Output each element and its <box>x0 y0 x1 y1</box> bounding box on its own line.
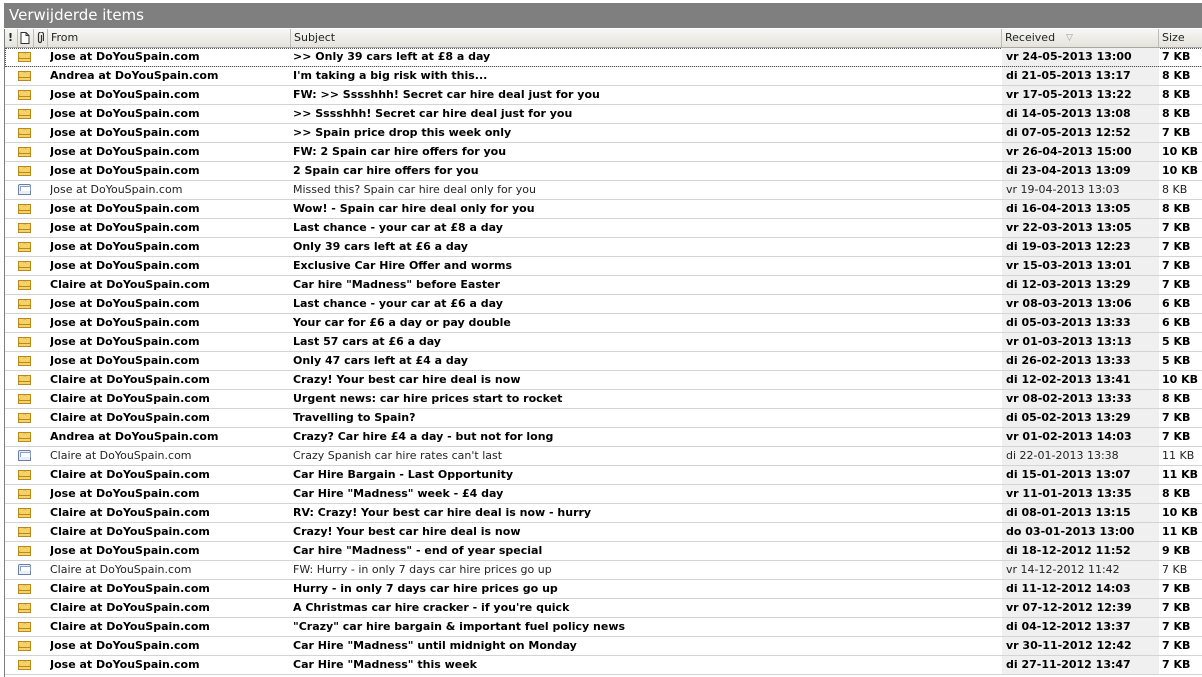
subject-cell: Only 47 cars left at £4 a day <box>293 354 468 367</box>
size-cell: 7 KB <box>1162 50 1191 63</box>
subject-cell: Only 39 cars left at £6 a day <box>293 240 468 253</box>
size-cell: 5 KB <box>1162 354 1191 367</box>
received-cell: di 26-02-2013 13:33 <box>1002 352 1159 370</box>
unread-envelope-icon <box>18 622 31 632</box>
unread-envelope-icon <box>18 356 31 366</box>
read-envelope-icon <box>18 450 31 461</box>
unread-envelope-icon <box>18 508 31 518</box>
message-row[interactable] <box>5 504 1202 523</box>
message-row[interactable] <box>5 200 1202 219</box>
unread-envelope-icon <box>18 432 31 442</box>
subject-cell: A Christmas car hire cracker - if you're quick <box>293 601 570 614</box>
received-cell: di 05-03-2013 13:33 <box>1002 314 1159 332</box>
size-cell: 7 KB <box>1162 278 1191 291</box>
received-cell: do 03-01-2013 13:00 <box>1002 523 1159 541</box>
from-cell: Claire at DoYouSpain.com <box>50 525 210 538</box>
from-cell: Claire at DoYouSpain.com <box>50 468 210 481</box>
from-cell: Jose at DoYouSpain.com <box>50 202 200 215</box>
size-cell: 11 KB <box>1162 525 1199 538</box>
subject-cell: Your car for £6 a day or pay double <box>293 316 511 329</box>
unread-envelope-icon <box>18 527 31 537</box>
received-cell: di 11-12-2012 14:03 <box>1002 580 1159 598</box>
subject-cell: Exclusive Car Hire Offer and worms <box>293 259 513 272</box>
message-row[interactable] <box>5 238 1202 257</box>
from-cell: Jose at DoYouSpain.com <box>50 221 200 234</box>
message-row[interactable] <box>5 523 1202 542</box>
from-cell: Jose at DoYouSpain.com <box>50 487 200 500</box>
received-cell: di 14-05-2013 13:08 <box>1002 105 1159 123</box>
subject-cell: >> Only 39 cars left at £8 a day <box>293 50 491 63</box>
received-cell: vr 01-02-2013 14:03 <box>1002 428 1159 446</box>
message-row[interactable] <box>5 409 1202 428</box>
message-row[interactable] <box>5 124 1202 143</box>
subject-cell: Crazy! Your best car hire deal is now <box>293 525 521 538</box>
from-cell: Andrea at DoYouSpain.com <box>50 69 219 82</box>
message-row[interactable] <box>5 371 1202 390</box>
size-cell: 8 KB <box>1162 202 1191 215</box>
from-cell: Jose at DoYouSpain.com <box>50 126 200 139</box>
size-cell: 7 KB <box>1162 620 1191 633</box>
received-cell: di 12-02-2013 13:41 <box>1002 371 1159 389</box>
message-row[interactable] <box>5 390 1202 409</box>
subject-cell: FW: Hurry - in only 7 days car hire prices go up <box>293 563 552 576</box>
unread-envelope-icon <box>18 299 31 309</box>
subject-cell: Last chance - your car at £6 a day <box>293 297 503 310</box>
size-cell: 9 KB <box>1162 544 1191 557</box>
subject-cell: FW: >> Sssshhh! Secret car hire deal just for you <box>293 88 600 101</box>
subject-cell: Car hire "Madness" - end of year special <box>293 544 543 557</box>
from-cell: Claire at DoYouSpain.com <box>50 278 210 291</box>
message-row[interactable] <box>5 485 1202 504</box>
unread-envelope-icon <box>18 52 31 62</box>
from-cell: Claire at DoYouSpain.com <box>50 563 192 576</box>
received-cell: di 15-01-2013 13:07 <box>1002 466 1159 484</box>
from-cell: Claire at DoYouSpain.com <box>50 411 210 424</box>
size-cell: 8 KB <box>1162 88 1191 101</box>
unread-envelope-icon <box>18 90 31 100</box>
unread-envelope-icon <box>18 242 31 252</box>
received-cell: vr 08-02-2013 13:33 <box>1002 390 1159 408</box>
size-column-header[interactable]: Size <box>1162 31 1185 44</box>
message-list[interactable] <box>4 29 1202 677</box>
size-cell: 11 KB <box>1162 468 1199 481</box>
received-cell: vr 24-05-2013 13:00 <box>1002 48 1159 66</box>
from-cell: Claire at DoYouSpain.com <box>50 392 210 405</box>
size-cell: 7 KB <box>1162 259 1191 272</box>
message-row[interactable] <box>5 181 1202 200</box>
subject-cell: RV: Crazy! Your best car hire deal is now - hurry <box>293 506 592 519</box>
subject-cell: >> Sssshhh! Secret car hire deal just for you <box>293 107 573 120</box>
size-cell: 8 KB <box>1162 392 1191 405</box>
subject-cell: 2 Spain car hire offers for you <box>293 164 479 177</box>
subject-cell: Crazy? Car hire £4 a day - but not for long <box>293 430 554 443</box>
subject-cell: Travelling to Spain? <box>293 411 416 424</box>
subject-cell: Car Hire Bargain - Last Opportunity <box>293 468 514 481</box>
message-row[interactable] <box>5 257 1202 276</box>
from-cell: Jose at DoYouSpain.com <box>50 639 200 652</box>
subject-cell: Missed this? Spain car hire deal only for you <box>293 183 536 196</box>
from-cell: Jose at DoYouSpain.com <box>50 335 200 348</box>
folder-title: Verwijderde items <box>4 3 1202 28</box>
received-cell: di 04-12-2012 13:37 <box>1002 618 1159 636</box>
subject-cell: Crazy Spanish car hire rates can't last <box>293 449 503 462</box>
from-cell: Jose at DoYouSpain.com <box>50 544 200 557</box>
subject-cell: FW: 2 Spain car hire offers for you <box>293 145 507 158</box>
size-cell: 7 KB <box>1162 221 1191 234</box>
from-cell: Claire at DoYouSpain.com <box>50 620 210 633</box>
received-cell: di 19-03-2013 12:23 <box>1002 238 1159 256</box>
message-row[interactable] <box>5 86 1202 105</box>
from-cell: Jose at DoYouSpain.com <box>50 50 200 63</box>
unread-envelope-icon <box>18 603 31 613</box>
unread-envelope-icon <box>18 261 31 271</box>
message-row[interactable] <box>5 48 1202 67</box>
sort-descending-icon: ▽ <box>1066 33 1073 43</box>
size-cell: 5 KB <box>1162 335 1191 348</box>
subject-cell: >> Spain price drop this week only <box>293 126 512 139</box>
size-cell: 10 KB <box>1162 506 1199 519</box>
message-row[interactable] <box>5 143 1202 162</box>
size-cell: 7 KB <box>1162 430 1191 443</box>
message-row[interactable] <box>5 447 1202 466</box>
received-cell: di 23-04-2013 13:09 <box>1002 162 1159 180</box>
message-row[interactable] <box>5 637 1202 656</box>
unread-envelope-icon <box>18 375 31 385</box>
subject-cell: Last chance - your car at £8 a day <box>293 221 503 234</box>
message-row[interactable] <box>5 67 1202 86</box>
attachment-column-header[interactable] <box>34 29 48 47</box>
from-cell: Claire at DoYouSpain.com <box>50 373 210 386</box>
received-cell: di 22-01-2013 13:38 <box>1002 447 1159 465</box>
message-row[interactable] <box>5 542 1202 561</box>
column-header-bar <box>5 29 1202 48</box>
from-cell: Jose at DoYouSpain.com <box>50 658 200 671</box>
received-cell: vr 15-03-2013 13:01 <box>1002 257 1159 275</box>
unread-envelope-icon <box>18 147 31 157</box>
from-cell: Jose at DoYouSpain.com <box>50 88 200 101</box>
size-cell: 10 KB <box>1162 164 1199 177</box>
size-cell: 7 KB <box>1162 126 1191 139</box>
size-cell: 8 KB <box>1162 487 1191 500</box>
unread-envelope-icon <box>18 660 31 670</box>
unread-envelope-icon <box>18 546 31 556</box>
size-cell: 7 KB <box>1162 658 1191 671</box>
size-cell: 7 KB <box>1162 582 1191 595</box>
from-cell: Jose at DoYouSpain.com <box>50 297 200 310</box>
unread-envelope-icon <box>18 489 31 499</box>
message-row[interactable] <box>5 314 1202 333</box>
received-cell: vr 30-11-2012 12:42 <box>1002 637 1159 655</box>
unread-envelope-icon <box>18 280 31 290</box>
size-cell: 7 KB <box>1162 601 1191 614</box>
subject-cell: Car Hire "Madness" week - £4 day <box>293 487 504 500</box>
from-column-header[interactable]: From <box>48 29 291 47</box>
unread-envelope-icon <box>18 204 31 214</box>
size-cell: 11 KB <box>1162 449 1195 462</box>
document-icon <box>20 32 30 44</box>
read-envelope-icon <box>18 184 31 195</box>
received-cell: di 27-11-2012 13:47 <box>1002 656 1159 674</box>
message-row[interactable] <box>5 162 1202 181</box>
from-cell: Jose at DoYouSpain.com <box>50 145 200 158</box>
size-cell: 8 KB <box>1162 183 1188 196</box>
received-cell: vr 14-12-2012 11:42 <box>1002 561 1159 579</box>
from-cell: Claire at DoYouSpain.com <box>50 506 210 519</box>
unread-envelope-icon <box>18 413 31 423</box>
size-cell: 8 KB <box>1162 107 1191 120</box>
from-cell: Jose at DoYouSpain.com <box>50 259 200 272</box>
received-cell: vr 17-05-2013 13:22 <box>1002 86 1159 104</box>
unread-envelope-icon <box>18 166 31 176</box>
message-row[interactable] <box>5 618 1202 637</box>
subject-column-header[interactable]: Subject <box>291 29 1002 47</box>
received-cell: vr 26-04-2013 15:00 <box>1002 143 1159 161</box>
subject-cell: Car hire "Madness" before Easter <box>293 278 501 291</box>
message-row[interactable] <box>5 333 1202 352</box>
received-label: Received <box>1005 31 1056 44</box>
received-cell: vr 01-03-2013 13:13 <box>1002 333 1159 351</box>
from-cell: Andrea at DoYouSpain.com <box>50 430 219 443</box>
unread-envelope-icon <box>18 318 31 328</box>
received-cell: vr 19-04-2013 13:03 <box>1002 181 1159 199</box>
from-cell: Jose at DoYouSpain.com <box>50 240 200 253</box>
message-row[interactable] <box>5 656 1202 675</box>
unread-envelope-icon <box>18 641 31 651</box>
message-row[interactable] <box>5 580 1202 599</box>
message-row[interactable] <box>5 352 1202 371</box>
received-cell: vr 22-03-2013 13:05 <box>1002 219 1159 237</box>
paperclip-icon <box>36 32 44 44</box>
subject-cell: I'm taking a big risk with this... <box>293 69 488 82</box>
size-cell: 7 KB <box>1162 240 1191 253</box>
unread-envelope-icon <box>18 337 31 347</box>
unread-envelope-icon <box>18 128 31 138</box>
size-cell: 10 KB <box>1162 373 1199 386</box>
subject-cell: Wow! - Spain car hire deal only for you <box>293 202 535 215</box>
size-cell: 7 KB <box>1162 563 1188 576</box>
message-rows <box>5 48 1202 675</box>
size-cell: 6 KB <box>1162 297 1191 310</box>
subject-cell: Urgent news: car hire prices start to rocket <box>293 392 563 405</box>
unread-envelope-icon <box>18 223 31 233</box>
message-row[interactable] <box>5 219 1202 238</box>
message-row[interactable] <box>5 276 1202 295</box>
message-row[interactable] <box>5 466 1202 485</box>
size-cell: 10 KB <box>1162 145 1199 158</box>
received-cell: di 12-03-2013 13:29 <box>1002 276 1159 294</box>
received-cell: di 08-01-2013 13:15 <box>1002 504 1159 522</box>
size-cell: 7 KB <box>1162 411 1191 424</box>
message-row[interactable] <box>5 105 1202 124</box>
from-cell: Claire at DoYouSpain.com <box>50 601 210 614</box>
subject-cell: "Crazy" car hire bargain & important fuel policy news <box>293 620 626 633</box>
received-cell: di 16-04-2013 13:05 <box>1002 200 1159 218</box>
unread-envelope-icon <box>18 584 31 594</box>
unread-envelope-icon <box>18 109 31 119</box>
size-cell: 6 KB <box>1162 316 1191 329</box>
received-cell: di 18-12-2012 11:52 <box>1002 542 1159 560</box>
size-cell: 7 KB <box>1162 639 1191 652</box>
from-cell: Jose at DoYouSpain.com <box>50 107 200 120</box>
subject-cell: Hurry - in only 7 days car hire prices go up <box>293 582 558 595</box>
from-cell: Jose at DoYouSpain.com <box>50 183 183 196</box>
received-cell: di 21-05-2013 13:17 <box>1002 67 1159 85</box>
from-cell: Claire at DoYouSpain.com <box>50 449 192 462</box>
size-cell: 8 KB <box>1162 69 1191 82</box>
received-cell: vr 11-01-2013 13:35 <box>1002 485 1159 503</box>
message-row[interactable] <box>5 428 1202 447</box>
received-cell: di 05-02-2013 13:29 <box>1002 409 1159 427</box>
from-cell: Jose at DoYouSpain.com <box>50 316 200 329</box>
received-cell: vr 07-12-2012 12:39 <box>1002 599 1159 617</box>
subject-cell: Crazy! Your best car hire deal is now <box>293 373 521 386</box>
unread-envelope-icon <box>18 71 31 81</box>
from-cell: Jose at DoYouSpain.com <box>50 354 200 367</box>
received-column-header[interactable] <box>1002 29 1159 47</box>
message-row[interactable] <box>5 295 1202 314</box>
received-cell: di 07-05-2013 12:52 <box>1002 124 1159 142</box>
subject-cell: Car Hire "Madness" this week <box>293 658 477 671</box>
read-envelope-icon <box>18 564 31 575</box>
importance-column-header[interactable]: ! <box>5 29 18 47</box>
unread-envelope-icon <box>18 394 31 404</box>
from-cell: Claire at DoYouSpain.com <box>50 582 210 595</box>
unread-envelope-icon <box>18 470 31 480</box>
from-cell: Jose at DoYouSpain.com <box>50 164 200 177</box>
message-row[interactable] <box>5 561 1202 580</box>
subject-cell: Last 57 cars at £6 a day <box>293 335 441 348</box>
received-cell: vr 08-03-2013 13:06 <box>1002 295 1159 313</box>
subject-cell: Car Hire "Madness" until midnight on Monday <box>293 639 577 652</box>
type-column-header[interactable] <box>18 29 34 47</box>
message-row[interactable] <box>5 599 1202 618</box>
